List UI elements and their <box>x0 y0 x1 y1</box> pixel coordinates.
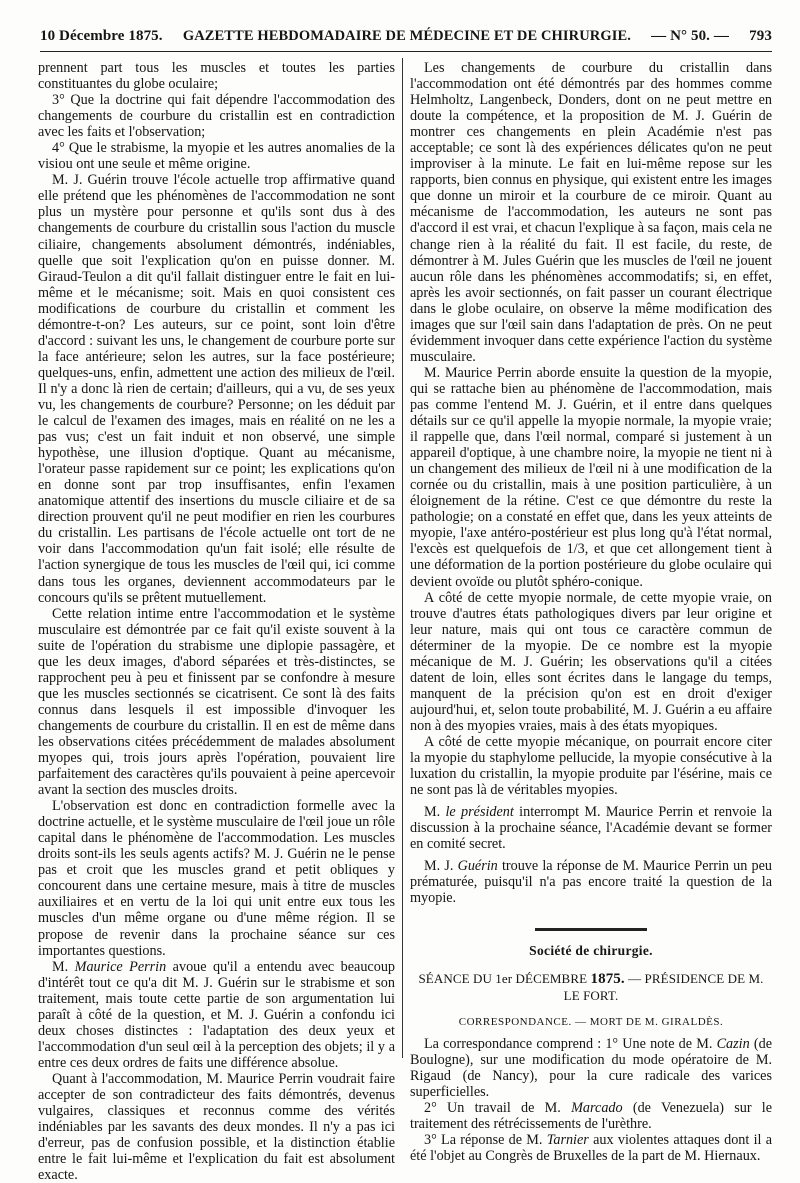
speaker-name: Maurice Perrin <box>74 958 167 975</box>
person-name: Tarnier <box>546 1131 589 1148</box>
header-rule <box>40 51 772 52</box>
text-run: M. J. <box>424 858 454 875</box>
text-run: aux violentes attaques dont il a été l'objet au Congrès de Bruxelles de la part de M. Hiernaux. <box>410 1131 773 1164</box>
text-run: M. <box>52 958 69 975</box>
speaker-role: le président <box>445 804 514 821</box>
text-run: avoue qu'il a entendu avec beaucoup d'intérêt tout ce qu'a dit M. J. Guérin sur le strabisme et son traitement, mais toute cette partie de son argumentation lui paraît à côté de la question, et M. J. Guérin a confondu ici deux choses distinctes : l'adaptation des deux yeux et l'accommodation d'un seul œil à la perception des objets; il y a entre ces deux ordres de faits une différence absolue. <box>38 958 396 1071</box>
text-run: (de Boulogne), sur une modification du mode opératoire de M. Rigaud (de Nancy), pour la cure radicale des varices superficielles. <box>410 1035 772 1100</box>
paragraph <box>410 804 772 852</box>
paragraph: 4° Que le strabisme, la myopie et les autres anomalies de la visiou ont une seule et même origine. <box>38 140 395 173</box>
paragraph <box>410 1132 772 1164</box>
paragraph: M. Maurice Perrin aborde ensuite la question de la myopie, qui se rattache bien au phénomène de l'accommodation, mais pas comme l'entend M. J. Guérin, et il entre dans quelques détails sur ce qu'il appelle la myopie normale, la myopie vraie; il rappelle que, dans l'œil normal, comparé si justement à un appareil d'optique, à une chambre noire, la myopie ne tient ni à un changement des milieux de l'œil ni à une modification de la cornée ou du cristallin, mais à une position particulière, à un éloignement de la rétine. C'est ce que démontre du reste la pathologie; on a constaté en effet que, dans les yeux atteints de myopie, l'axe antéro-postérieur est plus long qu'à l'état normal, l'excès est quelquefois de 1/3, et que cet allongement tient à une déformation de la portion postérieure du globe oculaire qui devient ovoïde ou plutôt sphéro-conique. <box>410 364 772 590</box>
paragraph: prennent part tous les muscles et toutes les parties constituantes du globe oculaire; <box>38 60 395 93</box>
text-run: M. <box>424 804 441 821</box>
text-run: La correspondance comprend : 1° Une note de M. <box>424 1035 713 1052</box>
person-name: Cazin <box>716 1035 750 1052</box>
session-date: SÉANCE DU 1er DÉCEMBRE <box>418 971 588 987</box>
paragraph: M. J. Guérin trouve l'école actuelle trop affirmative quand elle prétend que les phénomènes de l'accommodation ne sont plus un mystère pour personne et qu'ils sont dus à des changements de courbure du cristallin sous l'action du muscle ciliaire, changements absolument démontrés, indéniables, quelle que soit l'explication qu'on en puisse donner. M. Giraud-Teulon a dit qu'il fallait distinguer entre le fait en lui-même et le mécanisme; soit. Mais en quoi consistent ces modifications de courbure du cristallin et comment les démontre-t-on? Les auteurs, sur ce point, sont loin d'être d'accord : suivant les uns, le changement de courbure porte sur la face antérieure; selon les autres, sur la face postérieure; quelques-uns, enfin, admettent une action des milieux de l'œil. Il n'y a donc là rien de certain; d'ailleurs, qui a vu, de ses yeux vu, les changements de courbure? Personne; on les déduit par le calcul de l'examen des images, mais en réalité on ne les a pas vus; c'est un fait induit et non observé, une simple hypothèse, une illusion d'optique. Quant au mécanisme, l'orateur passe rapidement sur ce point; les explications qu'on en donne sont par trop insuffisantes, enfin l'examen anatomique attentif des insertions du muscle ciliaire et de sa direction prouvent qu'il ne peut modifier en rien les courbures du cristallin. Les partisans de l'école actuelle ont tort de ne voir dans l'accommodation qu'un fait isolé; elle résulte de l'action synergique de tous les muscles de l'œil qui, ici comme dans tous les organes, deviennent accommodateurs par le concours qu'ils se prêtent mutuellement. <box>38 172 395 606</box>
paragraph <box>38 959 395 1071</box>
journal-title: GAZETTE HEBDOMADAIRE DE MÉDECINE ET DE CHIRURGIE. <box>182 28 631 44</box>
session-heading <box>410 971 772 1003</box>
correspondence-heading: CORRESPONDANCE. — MORT DE M. GIRALDÈS. <box>458 1015 724 1028</box>
left-column <box>38 60 395 1183</box>
section-rule <box>535 928 647 931</box>
paragraph: Les changements de courbure du cristallin dans l'accommodation ont été démontrés par des hommes comme Helmholtz, Langenbeck, Donders, dont on ne peut mettre en doute la compétence, et la proposition de M. J. Guérin de montrer ces changements en plein Académie n'est pas acceptable; ce sont là des expériences délicates qu'on ne peut improviser à la minute. Le fait en lui-même repose sur les rapports, bien connus en physique, qui existent entre les images que donne un miroir et la courbure de ce miroir. Quant au mécanisme de l'accommodation, les auteurs ne sont pas d'accord il est vrai, et chacun l'explique à sa façon, mais cela ne change rien à la réalité du fait. Il est facile, du reste, de démontrer à M. Jules Guérin que les muscles de l'œil ne jouent aucun rôle dans les phénomènes accommodatifs; si, en effet, après les avoir sectionnés, on fait passer un courant électrique dans le globe oculaire, on observe la même modification des images que sur l'œil sain dans l'adaptation de près. On ne peut évidemment invoquer dans cette expérience l'action du système musculaire. <box>410 60 772 365</box>
paragraph: 3° Que la doctrine qui fait dépendre l'accommodation des changements de courbure du cristallin est en contradiction avec les faits et l'observation; <box>38 92 395 141</box>
right-column <box>410 60 772 1164</box>
text-run: interrompt M. Maurice Perrin et renvoie la discussion à la prochaine séance, l'Académie devant se former en comité secret. <box>410 804 773 853</box>
section-title: Société de chirurgie. <box>529 943 653 959</box>
paragraph <box>410 1100 772 1132</box>
person-name: Marcado <box>571 1099 623 1116</box>
text-run: trouve la réponse de M. Maurice Perrin un peu prématurée, puisqu'il n'a pas encore traité la question de la myopie. <box>410 858 773 907</box>
session-presidency: — PRÉSIDENCE DE M. LE FORT. <box>563 971 764 1003</box>
text-run: 2° Un travail de M. <box>424 1099 561 1116</box>
header-date: 10 Décembre 1875. <box>40 28 163 44</box>
speaker-name: Guérin <box>457 858 498 875</box>
issue-number: — N° 50. — <box>651 28 729 44</box>
paragraph: L'observation est donc en contradiction formelle avec la doctrine actuelle, et le système musculaire de l'œil joue un rôle capital dans le phénomène de l'accommodation. Les muscles droits sont-ils les seuls agents actifs? M. J. Guérin ne le pense pas et croit que les muscles grand et petit obliques y concourent dans une certaine mesure, mais à titre de muscles auxiliaires et en vertu de la loi qui unit entre eux tous les muscles d'un même organe ou d'une même région. Il se propose de revenir dans la prochaine séance sur ces importantes questions. <box>38 798 395 959</box>
paragraph <box>410 1036 772 1100</box>
page-number: 793 <box>749 28 772 44</box>
paragraph: Quant à l'accommodation, M. Maurice Perrin voudrait faire accepter de son contradicteur des faits démontrés, devenus vulgaires, classiques et reconnus comme des vérités indéniables par les savants des deux mondes. Il n'y a pas ici d'erreur, pas de confusion possible, et la distinction établie entre le fait lui-même et l'explication du fait est absolument exacte. <box>38 1070 395 1183</box>
page-header <box>40 28 772 48</box>
paragraph: A côté de cette myopie mécanique, on pourrait encore citer la myopie du staphylome pellucide, la myopie consécutive à la luxation du cristallin, la myopie produite par l'ésérine, mais ce ne sont pas là de véritables myopies. <box>410 733 772 799</box>
text-run: 3° La réponse de M. <box>424 1131 543 1148</box>
session-year: 1875. <box>590 971 625 988</box>
column-divider <box>402 58 403 1058</box>
paragraph <box>410 858 772 906</box>
text-run: (de Venezuela) sur le traitement des rétrécissements de l'urèthre. <box>410 1099 773 1132</box>
paragraph: Cette relation intime entre l'accommodation et le système musculaire est démontrée par ce fait qu'il existe souvent à la suite de l'opération du strabisme une diplopie passagère, et que les deux images, d'abord séparées et très-distinctes, se rapprochent peu à peu et finissent par se confondre à mesure que les muscles sectionnés se cicatrisent. Ce sont là des faits connus dans lesquels il est impossible d'invoquer les changements de courbure du cristallin. Il en est de même dans les observations citées précédemment de malades absolument myopes qui, trois jours après l'opération, pouvaient lire parfaitement des caractères qu'ils pouvaient à peine apercevoir avant la section des muscles droits. <box>38 605 395 799</box>
paragraph: A côté de cette myopie normale, de cette myopie vraie, on trouve d'autres états pathologiques divers par leur origine et leur nature, mais qui ont tous ce caractère commun de déterminer de la myopie. De ce nombre est la myopie mécanique de M. J. Guérin; les observations qu'il a citées datent de loin, elles sont écrites dans le langage du temps, manquent de la précision qu'on est en droit d'exiger aujourd'hui, et, selon toute probabilité, M. J. Guérin a eu affaire non à des myopies vraies, mais à des états myopiques. <box>410 589 772 734</box>
